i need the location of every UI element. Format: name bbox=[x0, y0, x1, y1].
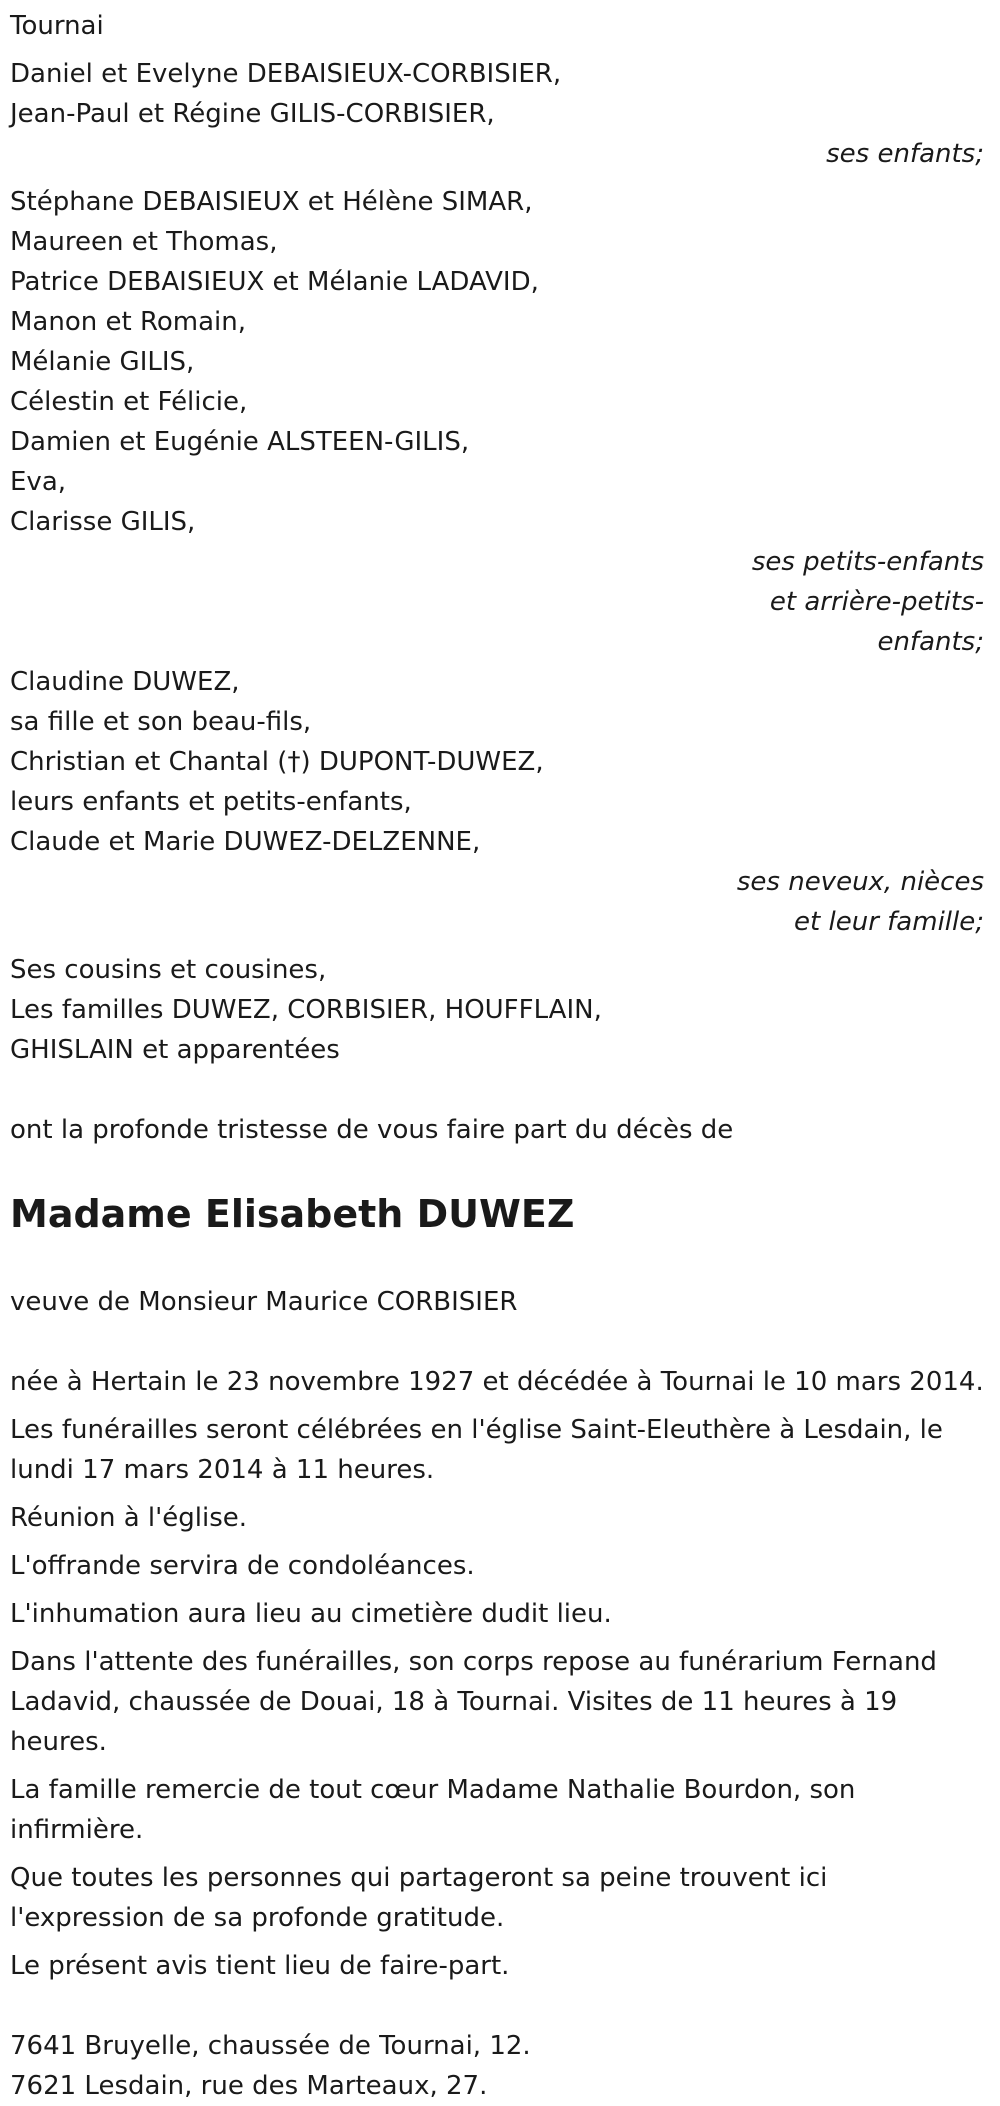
address-line: 7641 Bruyelle, chaussée de Tournai, 12. bbox=[10, 2031, 531, 2061]
address-line: 7621 Lesdain, rue des Marteaux, 27. bbox=[10, 2071, 488, 2101]
spouse-line: veuve de Monsieur Maurice CORBISIER bbox=[10, 1287, 518, 1317]
birth-death-line: née à Hertain le 23 novembre 1927 et décédée à Tournai le 10 mars 2014. bbox=[10, 1367, 984, 1397]
addresses-section bbox=[10, 2026, 990, 2106]
visitation-note: Dans l'attente des funérailles, son corps repose au funérarium Fernand Ladavid, chaussée de Douai, 18 à Tournai. Visites de 11 heures à 19 heures. bbox=[10, 1647, 937, 1757]
burial-note: L'inhumation aura lieu au cimetière dudit lieu. bbox=[10, 1599, 612, 1629]
family-line: Daniel et Evelyne DEBAISIEUX-CORBISIER, bbox=[10, 59, 562, 89]
relation-label: ses neveux, nièces bbox=[736, 867, 984, 897]
family-line: Mélanie GILIS, bbox=[10, 347, 195, 377]
meeting-note: Réunion à l'église. bbox=[10, 1503, 248, 1533]
family-line: Claudine DUWEZ, bbox=[10, 667, 240, 697]
details-section bbox=[10, 1362, 990, 1986]
family-line: Les familles DUWEZ, CORBISIER, HOUFFLAIN, bbox=[10, 995, 602, 1025]
notice-note: Le présent avis tient lieu de faire-part. bbox=[10, 1951, 510, 1981]
family-line: Patrice DEBAISIEUX et Mélanie LADAVID, bbox=[10, 267, 539, 297]
family-line: Maureen et Thomas, bbox=[10, 227, 278, 257]
family-line: sa fille et son beau-fils, bbox=[10, 707, 312, 737]
relation-label: et arrière-petits- bbox=[769, 587, 984, 617]
family-line: Ses cousins et cousines, bbox=[10, 955, 327, 985]
children-section bbox=[10, 54, 990, 174]
place-heading: Tournai bbox=[10, 11, 104, 41]
relation-label: et leur famille; bbox=[794, 907, 984, 937]
announcement-text: ont la profonde tristesse de vous faire part du décès de bbox=[10, 1115, 734, 1145]
family-line: Damien et Eugénie ALSTEEN-GILIS, bbox=[10, 427, 470, 457]
funeral-details: Les funérailles seront célébrées en l'église Saint-Eleuthère à Lesdain, le lundi 17 mars 2014 à 11 heures. bbox=[10, 1415, 943, 1485]
thanks-note: La famille remercie de tout cœur Madame Nathalie Bourdon, son infirmière. bbox=[10, 1775, 856, 1845]
relation-label: ses enfants; bbox=[826, 139, 984, 169]
family-line: Stéphane DEBAISIEUX et Hélène SIMAR, bbox=[10, 187, 533, 217]
gratitude-note: Que toutes les personnes qui partageront sa peine trouvent ici l'expression de sa profonde gratitude. bbox=[10, 1863, 828, 1933]
family-line: Célestin et Félicie, bbox=[10, 387, 248, 417]
family-line: GHISLAIN et apparentées bbox=[10, 1035, 340, 1065]
family-line: Christian et Chantal (†) DUPONT-DUWEZ, bbox=[10, 747, 544, 777]
grandchildren-section bbox=[10, 182, 990, 662]
deceased-name: Madame Elisabeth DUWEZ bbox=[10, 1192, 575, 1236]
family-line: Claude et Marie DUWEZ-DELZENNE, bbox=[10, 827, 481, 857]
relation-label: ses petits-enfants bbox=[751, 547, 984, 577]
family-line: Manon et Romain, bbox=[10, 307, 246, 337]
nephews-section bbox=[10, 662, 990, 942]
family-line: leurs enfants et petits-enfants, bbox=[10, 787, 412, 817]
relation-label: enfants; bbox=[877, 627, 984, 657]
family-line: Clarisse GILIS, bbox=[10, 507, 196, 537]
family-line: Eva, bbox=[10, 467, 67, 497]
family-line: Jean-Paul et Régine GILIS-CORBISIER, bbox=[10, 99, 495, 129]
cousins-section bbox=[10, 950, 990, 1070]
obituary-notice bbox=[10, 6, 990, 2106]
offering-note: L'offrande servira de condoléances. bbox=[10, 1551, 475, 1581]
